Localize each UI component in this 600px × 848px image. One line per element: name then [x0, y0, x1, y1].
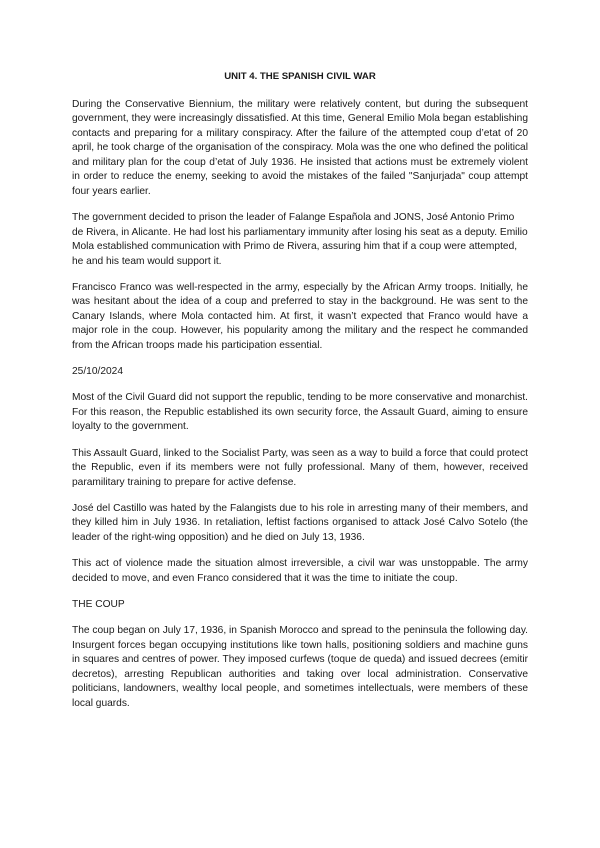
- paragraph-primo-de-rivera: The government decided to prison the leader of Falange Española and JONS, José Antonio Primo de Rivera, in Alicante. He had lost his parliamentary immunity after losing his seat as a deputy. Emilio Mola established communication with Primo de Rivera, assuring him that if a coup were attempted, he and his team would support it.: [72, 212, 528, 267]
- section-heading-the-coup: THE COUP: [72, 599, 125, 611]
- paragraph-mola-conspiracy: During the Conservative Biennium, the military were relatively content, but during the subsequent government, they were increasingly dissatisfied. At this time, General Emilio Mola began establishing contacts and preparing for a military conspiracy. After the failure of the attempted coup d’etat of 20 april, he took charge of the organisation of the conspiracy. Mola was the one who defined the political and military plan for the coup d’etat of July 1936. He insisted that actions must be extremely violent in order to reduce the enemy, seeking to avoid the mistakes of the failed "Sanjurjada" coup attempt four years earlier.: [72, 99, 528, 197]
- paragraph-assault-guard: This Assault Guard, linked to the Socialist Party, was seen as a way to build a force that could protect the Republic, even if its members were not fully professional. Many of them, however, received paramilitary training to prepare for active defense.: [72, 447, 528, 488]
- document-page: [72, 70, 528, 723]
- date-label: 25/10/2024: [72, 366, 123, 378]
- paragraph-coup-began: The coup began on July 17, 1936, in Spanish Morocco and spread to the peninsula the following day. Insurgent forces began occupying institutions like town halls, positioning soldiers and machine guns in squares and centres of power. They imposed curfews (toque de queda) and issued decrees (emitir decretos), arresting Republican authorities and taking over local administration. Conservative politicians, landowners, wealthy local people, and sometimes intellectuals, were members of these local guards.: [72, 625, 528, 709]
- document-title: UNIT 4. THE SPANISH CIVIL WAR: [224, 71, 376, 82]
- paragraph-civil-guard: Most of the Civil Guard did not support the republic, tending to be more conservative and monarchist. For this reason, the Republic established its own security force, the Assault Guard, aiming to ensure loyalty to the government.: [72, 392, 528, 433]
- paragraph-franco: Francisco Franco was well-respected in the army, especially by the African Army troops. Initially, he was hesitant about the idea of a coup and preferred to stay in the background. He was sent to the Canary Islands, where Mola contacted him. At first, it wasn’t expected that Franco would have a major role in the coup. However, his popularity among the military and the respect he commanded from the African troops made his participation essential.: [72, 281, 528, 351]
- paragraph-castillo-calvo-sotelo: José del Castillo was hated by the Falangists due to his role in arresting many of their members, and they killed him in July 1936. In retaliation, leftist factions organised to attack José Calvo Sotelo (the leader of the right-wing opposition) and he died on July 13, 1936.: [72, 502, 528, 543]
- paragraph-irreversible: This act of violence made the situation almost irreversible, a civil war was unstoppable. The army decided to move, and even Franco considered that it was the time to initiate the coup.: [72, 558, 528, 584]
